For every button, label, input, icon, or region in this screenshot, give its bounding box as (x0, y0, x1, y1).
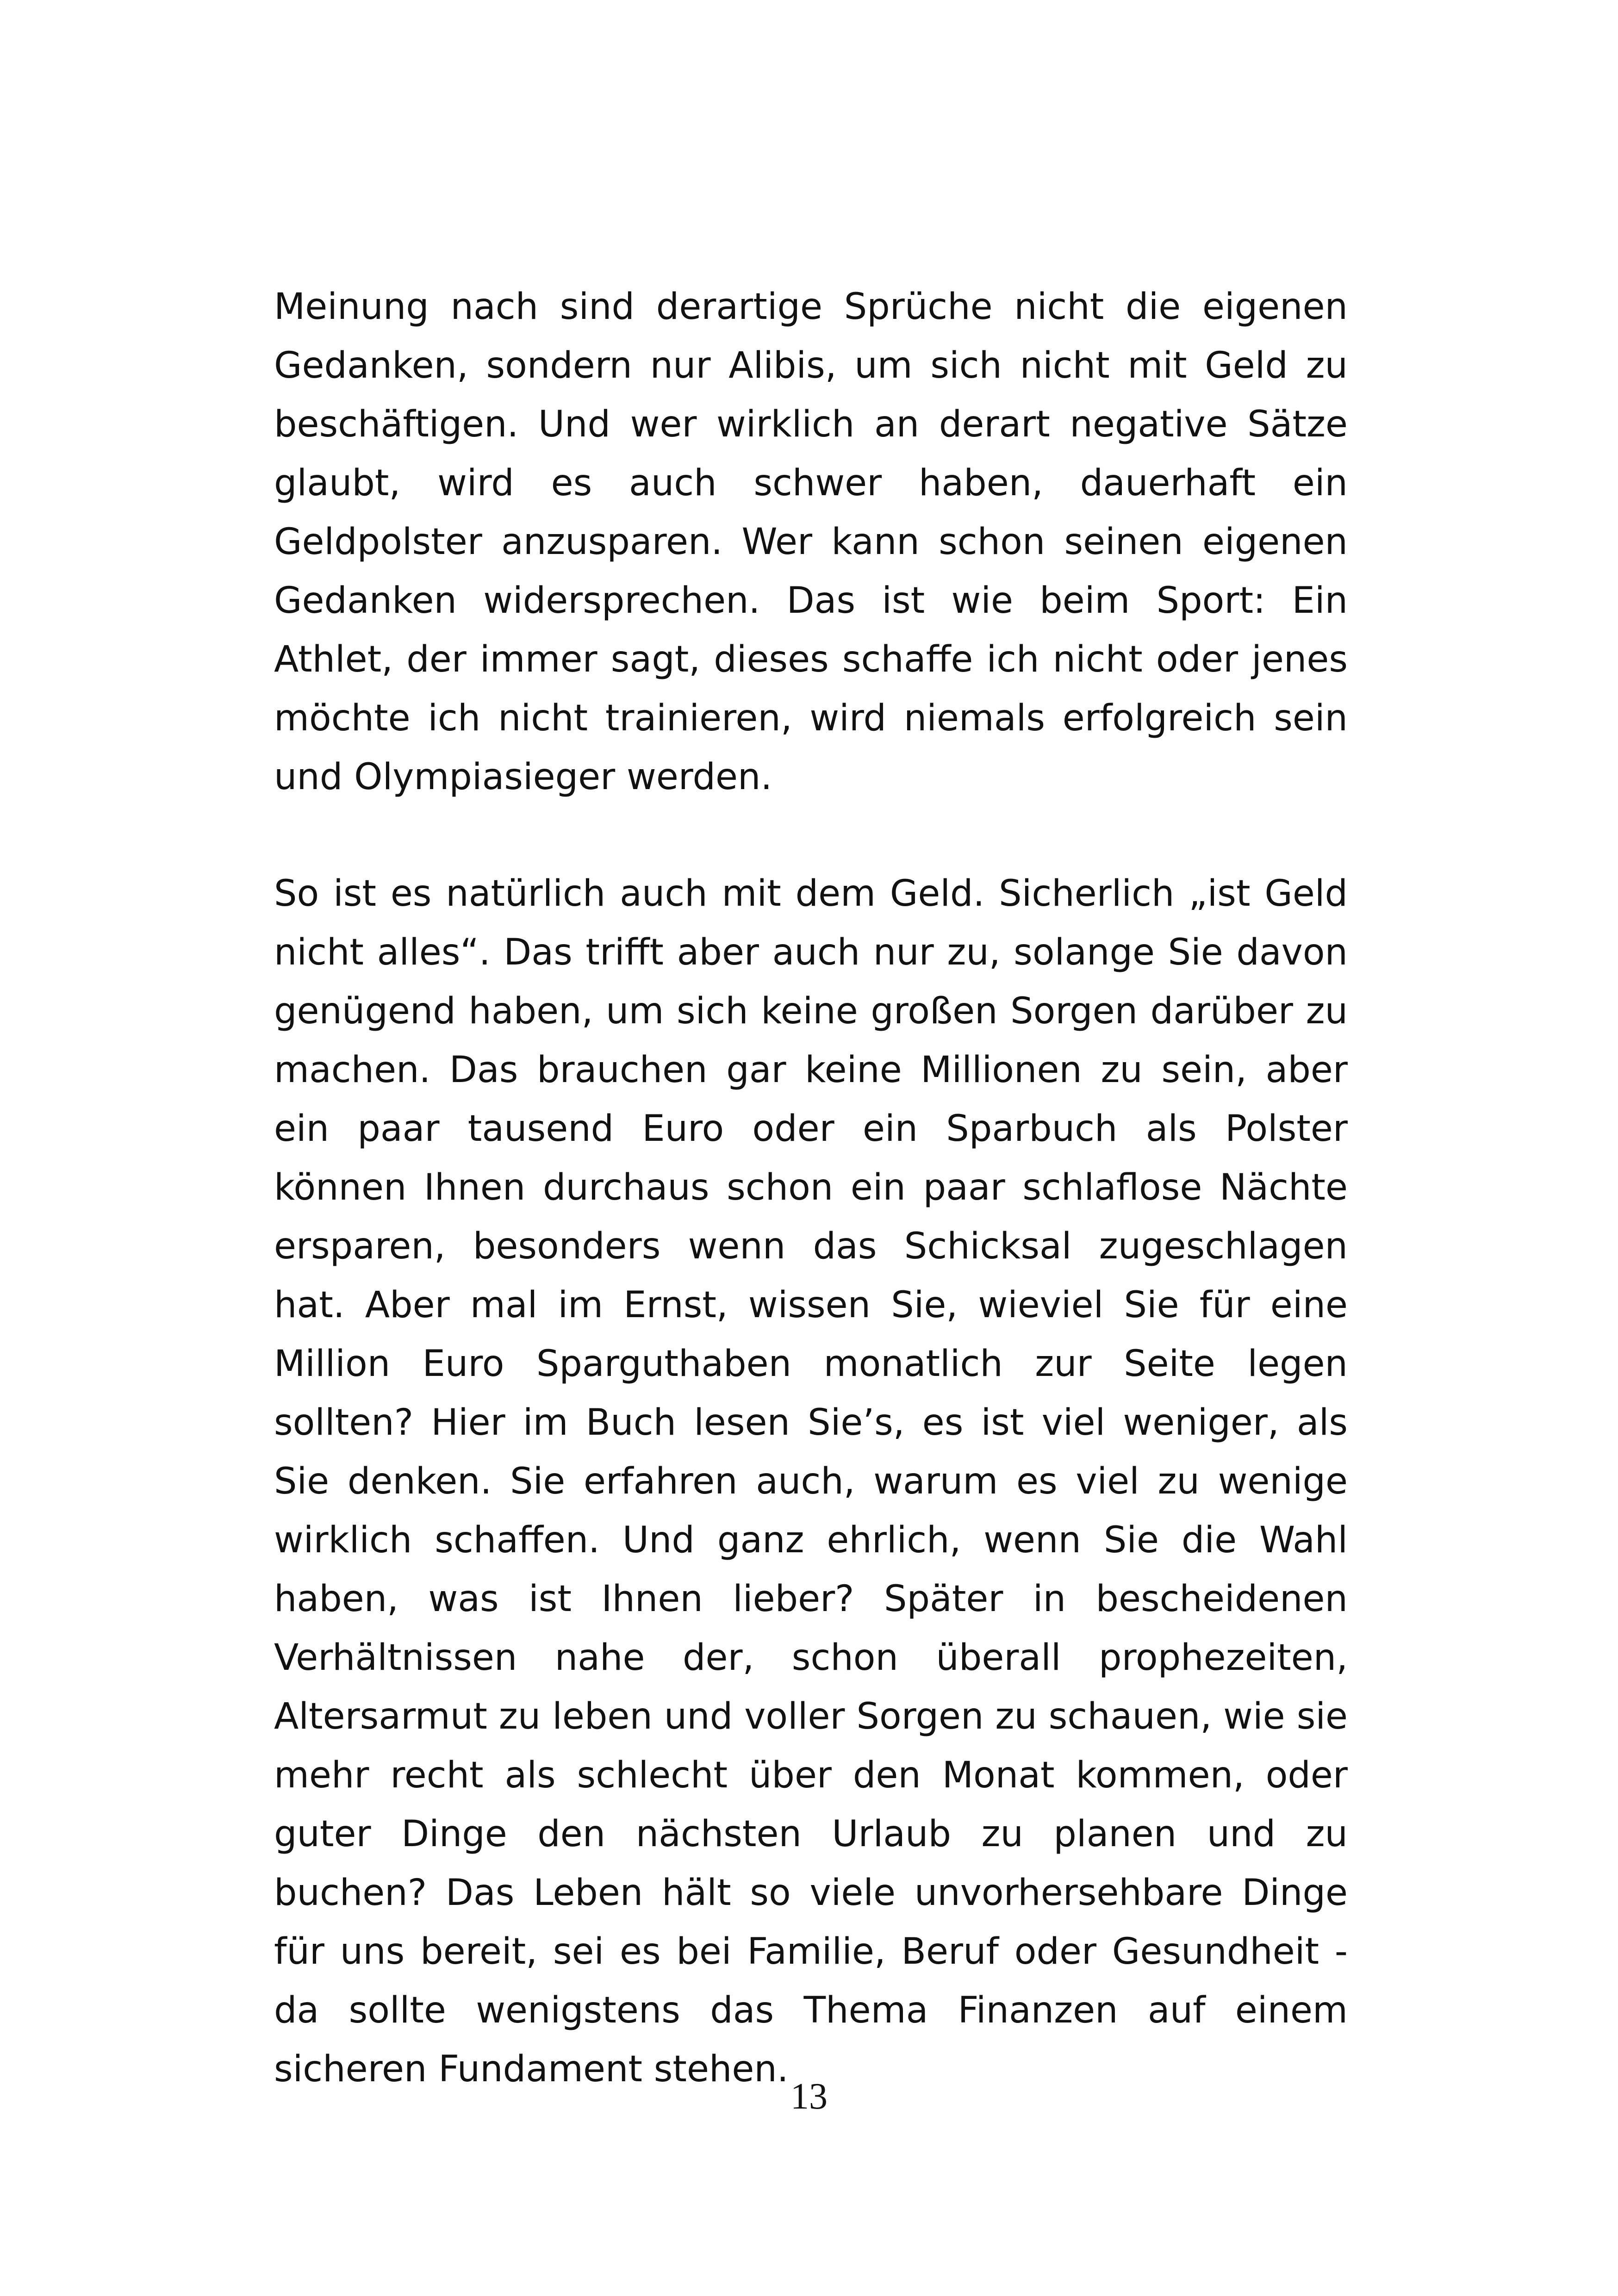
body-paragraph-2: So ist es natürlich auch mit dem Geld. Sicherlich „ist Geld nicht alles“. Das trifft aber auch nur zu, solange Sie davon genügend haben, um sich keine großen Sorgen darüber zu machen. Das brauchen gar keine Millionen zu sein, aber ein paar tausend Euro oder ein Sparbuch als Polster können Ihnen durchaus schon ein paar schlaflose Nächte ersparen, besonders wenn das Schicksal zugeschlagen hat. Aber mal im Ernst, wissen Sie, wieviel Sie für eine Million Euro Sparguthaben monatlich zur Seite legen sollten? Hier im Buch lesen Sie’s, es ist viel weniger, als Sie denken. Sie erfahren auch, warum es viel zu wenige wirklich schaffen. Und ganz ehrlich, wenn Sie die Wahl haben, was ist Ihnen lieber? Später in bescheidenen Verhältnissen nahe der, schon überall prophezeiten, Altersarmut zu leben und voller Sorgen zu schauen, wie sie mehr recht als schlecht über den Monat kommen, oder guter Dinge den nächsten Urlaub zu planen und zu buchen? Das Leben hält so viele unvorhersehbare Dinge für uns bereit, sei es bei Familie, Beruf oder Gesundheit - da sollte wenigstens das Thema Finanzen auf einem sicheren Fundament stehen. (274, 873, 1348, 2090)
body-paragraph-1: Meinung nach sind derartige Sprüche nicht die eigenen Gedanken, sondern nur Alibis, um sich nicht mit Geld zu beschäftigen. Und wer wirklich an derart negative Sätze glaubt, wird es auch schwer haben, dauerhaft ein Geldpolster anzusparen. Wer kann schon seinen eigenen Gedanken widersprechen. Das ist wie beim Sport: Ein Athlet, der immer sagt, dieses schaffe ich nicht oder jenes möchte ich nicht trainieren, wird niemals erfolgreich sein und Olympiasieger werden. (274, 286, 1348, 798)
page-number: 13 (790, 2076, 828, 2117)
